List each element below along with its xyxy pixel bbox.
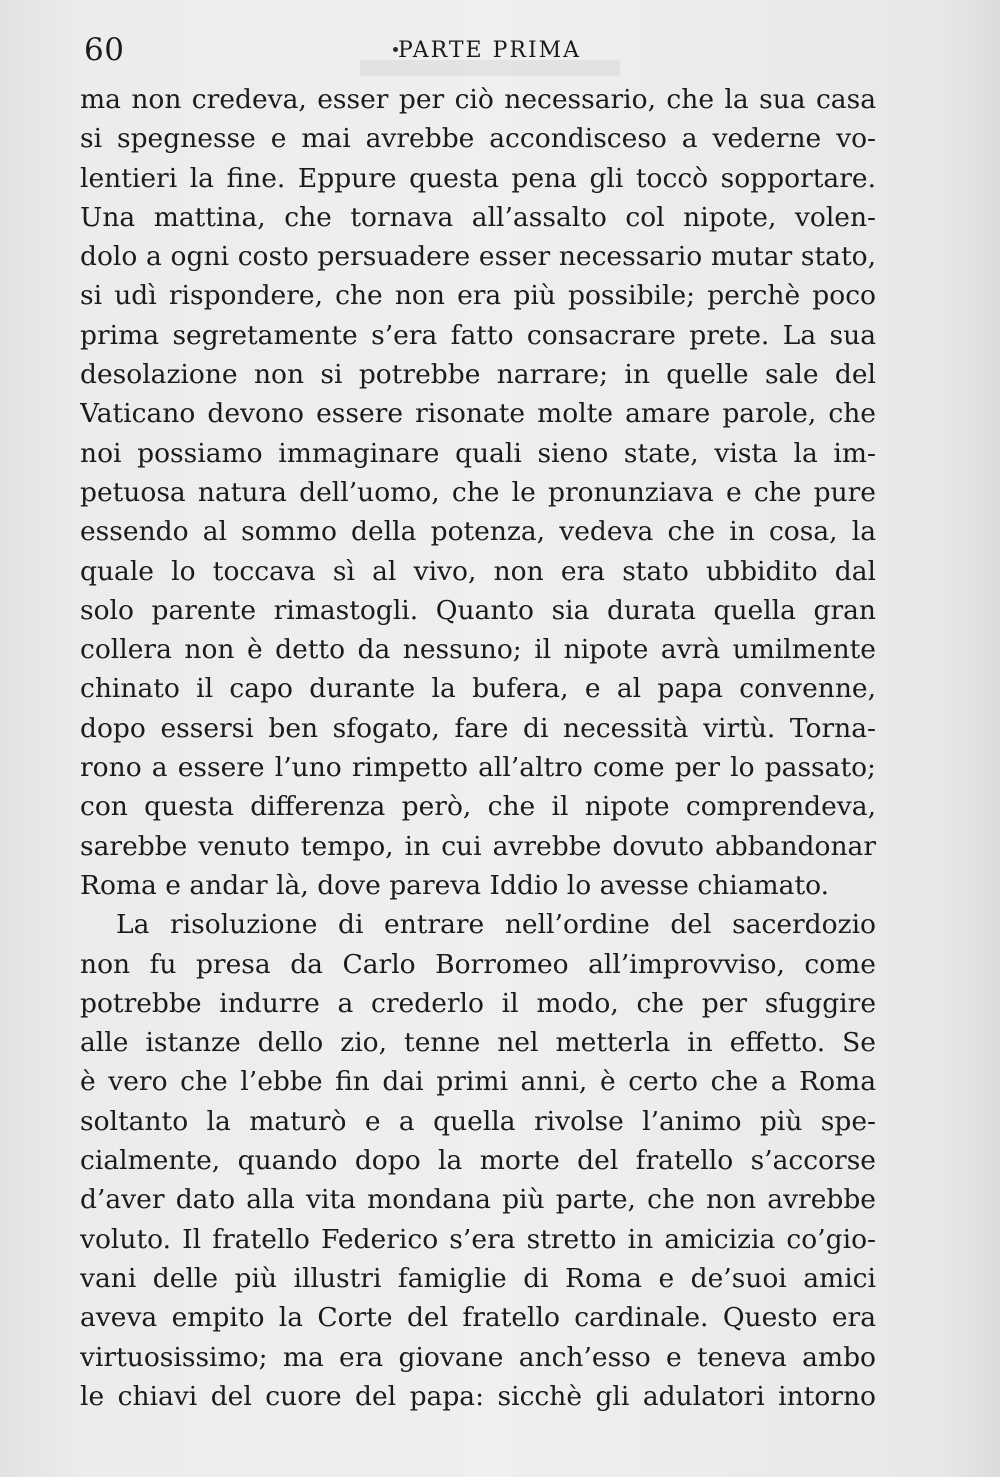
running-head [80, 30, 880, 70]
text-line: le chiavi del cuore del papa: sicchè gli adulatori intorno [80, 1380, 876, 1412]
text-line: alle istanze dello zio, tenne nel metterla in effetto. Se [80, 1027, 876, 1059]
text-line: rono a essere l’uno rimpetto all’altro come per lo passato; [80, 752, 876, 784]
text-line: potrebbe indurre a crederlo il modo, che per sfuggire [80, 987, 876, 1019]
text-line: sarebbe venuto tempo, in cui avrebbe dovuto abbandonar [80, 830, 876, 862]
text-line: soltanto la maturò e a quella rivolse l’animo più spe- [80, 1105, 876, 1137]
text-line: aveva empito la Corte del fratello cardinale. Questo era [80, 1302, 876, 1334]
page-number: 60 [84, 32, 125, 68]
text-line: dolo a ogni costo persuadere esser necessario mutar stato, [80, 241, 876, 273]
text-line: collera non è detto da nessuno; il nipote avrà umilmente [80, 634, 876, 666]
paragraph-start-line: La risoluzione di entrare nell’ordine del sacerdozio [116, 909, 876, 941]
text-line: Una mattina, che tornava all’assalto col nipote, volen- [80, 201, 876, 233]
text-line: voluto. Il fratello Federico s’era stretto in amicizia co’gio- [80, 1223, 876, 1255]
text-line: petuosa natura dell’uomo, che le pronunziava e che pure [80, 476, 876, 508]
text-line: dopo essersi ben sfogato, fare di necessità virtù. Torna- [80, 712, 876, 744]
text-line: ma non credeva, esser per ciò necessario, che la sua casa [80, 84, 876, 115]
text-line: lentieri la fine. Eppure questa pena gli toccò sopportare. [80, 162, 876, 194]
paragraph-end-line: Roma e andar là, dove pareva Iddio lo avesse chiamato. [80, 869, 830, 901]
text-line: desolazione non si potrebbe narrare; in quelle sale del [80, 359, 876, 391]
text-line: quale lo toccava sì al vivo, non era stato ubbidito dal [80, 555, 876, 587]
running-title: PARTE PRIMA [398, 38, 582, 63]
text-line: prima segretamente s’era fatto consacrare prete. La sua [80, 319, 876, 351]
text-line: si udì rispondere, che non era più possibile; perchè poco [80, 280, 876, 312]
text-line: Vaticano devono essere risonate molte amare parole, che [80, 398, 876, 430]
text-line: si spegnesse e mai avrebbe accondisceso a vederne vo- [80, 123, 876, 155]
text-line: solo parente rimastogli. Quanto sia durata quella gran [80, 594, 876, 626]
text-line: d’aver dato alla vita mondana più parte, che non avrebbe [80, 1184, 876, 1216]
text-line: chinato il capo durante la bufera, e al papa convenne, [80, 673, 876, 705]
text-line: è vero che l’ebbe fin dai primi anni, è certo che a Roma [80, 1066, 876, 1098]
text-line: essendo al sommo della potenza, vedeva che in cosa, la [80, 516, 876, 548]
text-line: non fu presa da Carlo Borromeo all’improvviso, come [80, 948, 876, 980]
text-line: con questa differenza però, che il nipote comprendeva, [80, 791, 876, 823]
body-text [80, 80, 876, 1416]
text-line: virtuosissimo; ma era giovane anch’esso e teneva ambo [80, 1341, 876, 1373]
text-line: cialmente, quando dopo la morte del fratello s’accorse [80, 1145, 876, 1177]
text-line: vani delle più illustri famiglie di Roma e de’suoi amici [80, 1262, 876, 1294]
text-line: noi possiamo immaginare quali sieno state, vista la im- [80, 437, 876, 469]
